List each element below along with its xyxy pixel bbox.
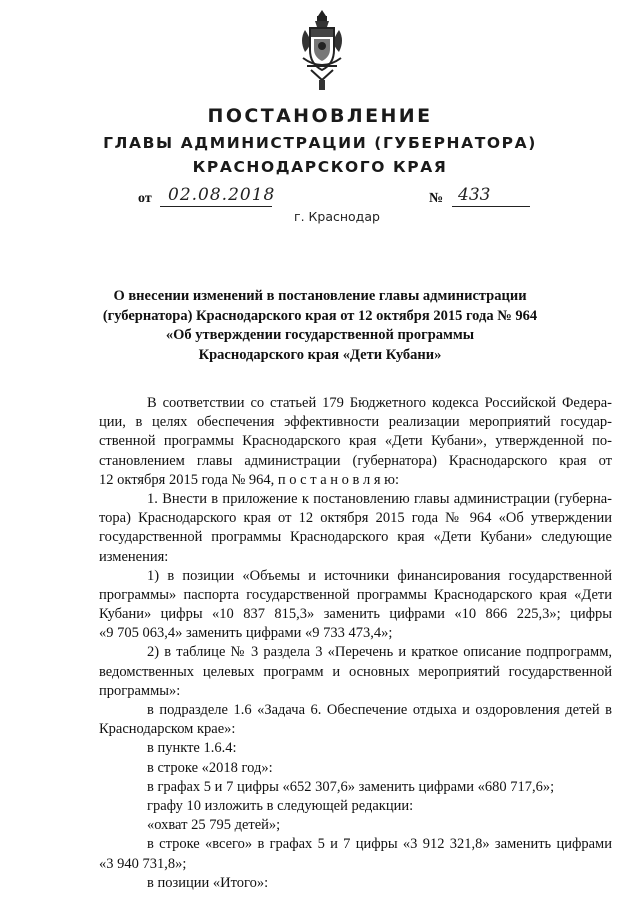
body-line: программы» паспорта государственной программы Краснодарского края «Дети xyxy=(99,586,612,603)
body-line: государственной программы Краснодарского края «Дети Кубани» следующие xyxy=(99,529,612,546)
krasnodar-coat-of-arms-icon xyxy=(297,8,347,94)
body-line: 12 октября 2015 года № 964, п о с т а н о в л я ю: xyxy=(99,471,399,488)
issuer-heading-line1: ГЛАВЫ АДМИНИСТРАЦИИ (ГУБЕРНАТОРА) xyxy=(103,134,537,152)
body-line: ственной программы Краснодарского края «Дети Кубани», утвержденной по- xyxy=(99,433,612,450)
number-underline xyxy=(452,206,530,207)
body-line: ведомственных целевых программ и основных мероприятий государственной xyxy=(99,663,612,680)
document-title-line: «Об утверждении государственной программы xyxy=(165,327,475,343)
date-underline xyxy=(160,206,272,207)
body-line: тора) Краснодарского края от 12 октября 2015 года № 964 «Об утверждении xyxy=(99,510,612,527)
city-label: г. Краснодар xyxy=(294,209,380,224)
body-line: в строке «всего» в графах 5 и 7 цифры «3 912 321,8» заменить цифрами xyxy=(147,836,612,853)
body-line: 1. Внести в приложение к постановлению главы администрации (губерна- xyxy=(147,490,612,507)
document-title xyxy=(100,287,540,365)
date-value: 02.08.2018 xyxy=(168,185,276,205)
body-line: ции, в целях обеспечения эффективности реализации мероприятий государ- xyxy=(99,414,612,431)
body-line: «9 705 063,4» заменить цифрами «9 733 473,4»; xyxy=(99,625,393,642)
issuer-heading-line2: КРАСНОДАРСКОГО КРАЯ xyxy=(192,158,448,176)
document-title-line: О внесении изменений в постановление главы администрации xyxy=(113,288,527,304)
document-type-heading: ПОСТАНОВЛЕНИЕ xyxy=(207,105,433,127)
body-line: графу 10 изложить в следующей редакции: xyxy=(147,797,414,814)
body-line: в строке «2018 год»: xyxy=(147,759,273,776)
body-line: «3 940 731,8»; xyxy=(99,855,187,872)
number-label: № xyxy=(429,191,444,206)
body-line: в пункте 1.6.4: xyxy=(147,740,237,757)
number-value: 433 xyxy=(458,185,491,205)
date-label: от xyxy=(138,191,152,206)
body-line: В соответствии со статьей 179 Бюджетного кодекса Российской Федера- xyxy=(147,395,612,411)
document-title-line: (губернатора) Краснодарского края от 12 октября 2015 года № 964 xyxy=(102,307,538,324)
body-line: изменения: xyxy=(99,548,169,565)
body-line: в графах 5 и 7 цифры «652 307,6» заменить цифрами «680 717,6»; xyxy=(147,778,555,795)
body-line: «охват 25 795 детей»; xyxy=(147,817,281,834)
body-line: Кубани» цифры «10 837 815,3» заменить цифрами «10 866 225,3»; цифры xyxy=(99,606,612,623)
body-line: 1) в позиции «Объемы и источники финансирования государственной xyxy=(147,567,612,584)
document-body xyxy=(99,394,612,893)
body-line: Краснодарском крае»: xyxy=(99,721,236,738)
body-line: становлением главы администрации (губернатора) Краснодарского края от xyxy=(99,452,612,469)
body-line: программы»: xyxy=(99,682,181,699)
body-line: 2) в таблице № 3 раздела 3 «Перечень и краткое описание подпрограмм, xyxy=(147,644,612,661)
body-line: в позиции «Итого»: xyxy=(147,874,269,891)
body-line: в подразделе 1.6 «Задача 6. Обеспечение отдыха и оздоровления детей в xyxy=(147,702,612,718)
document-title-line: Краснодарского края «Дети Кубани» xyxy=(198,346,442,363)
